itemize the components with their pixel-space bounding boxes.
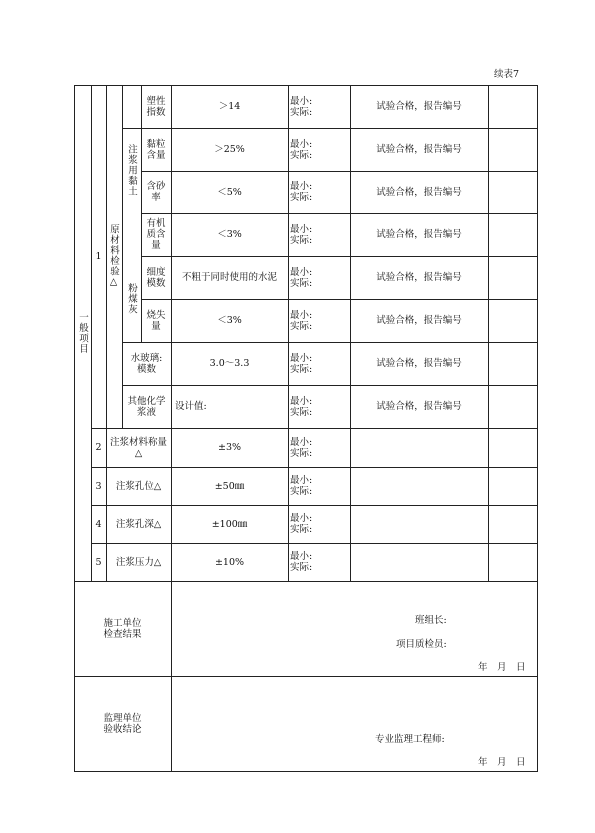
flyash-label: 粉煤灰 — [126, 283, 137, 315]
measurement-field[interactable]: 最小: 实际: — [290, 223, 313, 246]
item-number: 3 — [95, 480, 102, 492]
standard-value: 设计值: — [175, 401, 207, 412]
result-field[interactable]: 试验合格，报告编号 — [376, 229, 462, 240]
result-field[interactable] — [350, 467, 488, 505]
inspection-item: 注浆孔位△ — [115, 480, 162, 492]
extra-field[interactable] — [488, 299, 537, 342]
extra-field[interactable] — [488, 128, 537, 171]
table-rule — [74, 85, 75, 771]
result-field[interactable]: 试验合格，报告编号 — [376, 401, 462, 412]
inspection-item: 细度 模数 — [146, 266, 166, 289]
standard-value: ＞25% — [214, 144, 245, 155]
inspection-item: 塑性 指数 — [146, 95, 166, 118]
result-field[interactable] — [350, 428, 488, 467]
inspection-item: 其他化学 浆液 — [127, 395, 166, 418]
inspection-item: 黏粒 含量 — [146, 138, 166, 161]
standard-value: ＜5% — [217, 186, 242, 198]
table-rule — [537, 85, 538, 771]
construction-label: 施工单位 检查结果 — [103, 617, 142, 640]
general-items-label: 一般项目 — [77, 312, 88, 354]
page-ref: 续表7 — [494, 69, 520, 80]
raw-material-label: 原材料检验△ — [108, 224, 119, 289]
extra-field[interactable] — [488, 256, 537, 299]
measurement-field[interactable]: 最小: 实际: — [290, 475, 313, 497]
standard-value: 不粗于同时使用的水泥 — [181, 272, 277, 283]
measurement-field[interactable]: 最小: 实际: — [290, 436, 313, 459]
construction-date: 年 月 日 — [478, 662, 526, 673]
inspection-item: 水玻璃: 模数 — [130, 352, 163, 375]
result-field[interactable]: 试验合格，报告编号 — [376, 272, 462, 283]
inspection-item: 有机 质含 量 — [146, 218, 166, 251]
extra-field[interactable] — [488, 505, 537, 543]
supervision-date: 年 月 日 — [478, 757, 526, 768]
item-number: 5 — [95, 556, 102, 568]
extra-field[interactable] — [488, 85, 537, 128]
inspection-item: 含砂 率 — [146, 181, 166, 203]
result-field[interactable]: 试验合格，报告编号 — [376, 315, 462, 326]
measurement-field[interactable]: 最小: 实际: — [290, 309, 313, 332]
extra-field[interactable] — [488, 543, 537, 581]
item-number: 2 — [95, 442, 102, 453]
table-rule — [74, 771, 538, 772]
extra-field[interactable] — [488, 171, 537, 213]
measurement-field[interactable]: 最小: 实际: — [290, 551, 313, 573]
quality-inspector-label: 项目质检员: — [396, 639, 447, 650]
result-field[interactable]: 试验合格，报告编号 — [376, 186, 462, 198]
standard-value: ＞14 — [218, 101, 241, 112]
standard-value: ＜3% — [217, 229, 242, 240]
supervision-label: 监理单位 验收结论 — [103, 712, 142, 735]
item-number: 4 — [95, 518, 102, 530]
table-rule — [74, 676, 537, 677]
extra-field[interactable] — [488, 213, 537, 256]
clay-label: 注浆用黏土 — [126, 144, 137, 197]
standard-value: ±100㎜ — [211, 518, 248, 530]
standard-value: ±50㎜ — [214, 480, 245, 492]
measurement-field[interactable]: 最小: 实际: — [290, 395, 313, 418]
standard-value: ＜3% — [217, 315, 242, 326]
measurement-field[interactable]: 最小: 实际: — [290, 138, 313, 161]
extra-field[interactable] — [488, 428, 537, 467]
inspection-item: 注浆孔深△ — [115, 518, 162, 530]
measurement-field[interactable]: 最小: 实际: — [290, 95, 313, 118]
supervision-engineer-label: 专业监理工程师: — [375, 734, 445, 745]
extra-field[interactable] — [488, 467, 537, 505]
inspection-item: 烧失 量 — [146, 309, 166, 332]
result-field[interactable]: 试验合格，报告编号 — [376, 144, 462, 155]
extra-field[interactable] — [488, 385, 537, 428]
extra-field[interactable] — [488, 342, 537, 385]
measurement-field[interactable]: 最小: 实际: — [290, 181, 313, 203]
result-field[interactable]: 试验合格，报告编号 — [376, 101, 462, 112]
measurement-field[interactable]: 最小: 实际: — [290, 513, 313, 535]
result-field[interactable]: 试验合格，报告编号 — [376, 358, 462, 369]
table-rule — [74, 581, 537, 582]
inspection-item: 注浆压力△ — [115, 556, 162, 568]
team-leader-label: 班组长: — [415, 615, 447, 626]
measurement-field[interactable]: 最小: 实际: — [290, 266, 313, 289]
standard-value: ±3% — [217, 442, 242, 453]
standard-value: 3.0～3.3 — [209, 358, 250, 369]
inspection-item: 注浆材料称量 △ — [109, 436, 167, 459]
group1-number: 1 — [95, 251, 102, 262]
result-field[interactable] — [350, 505, 488, 543]
result-field[interactable] — [350, 543, 488, 581]
measurement-field[interactable]: 最小: 实际: — [290, 352, 313, 375]
standard-value: ±10% — [214, 556, 245, 568]
